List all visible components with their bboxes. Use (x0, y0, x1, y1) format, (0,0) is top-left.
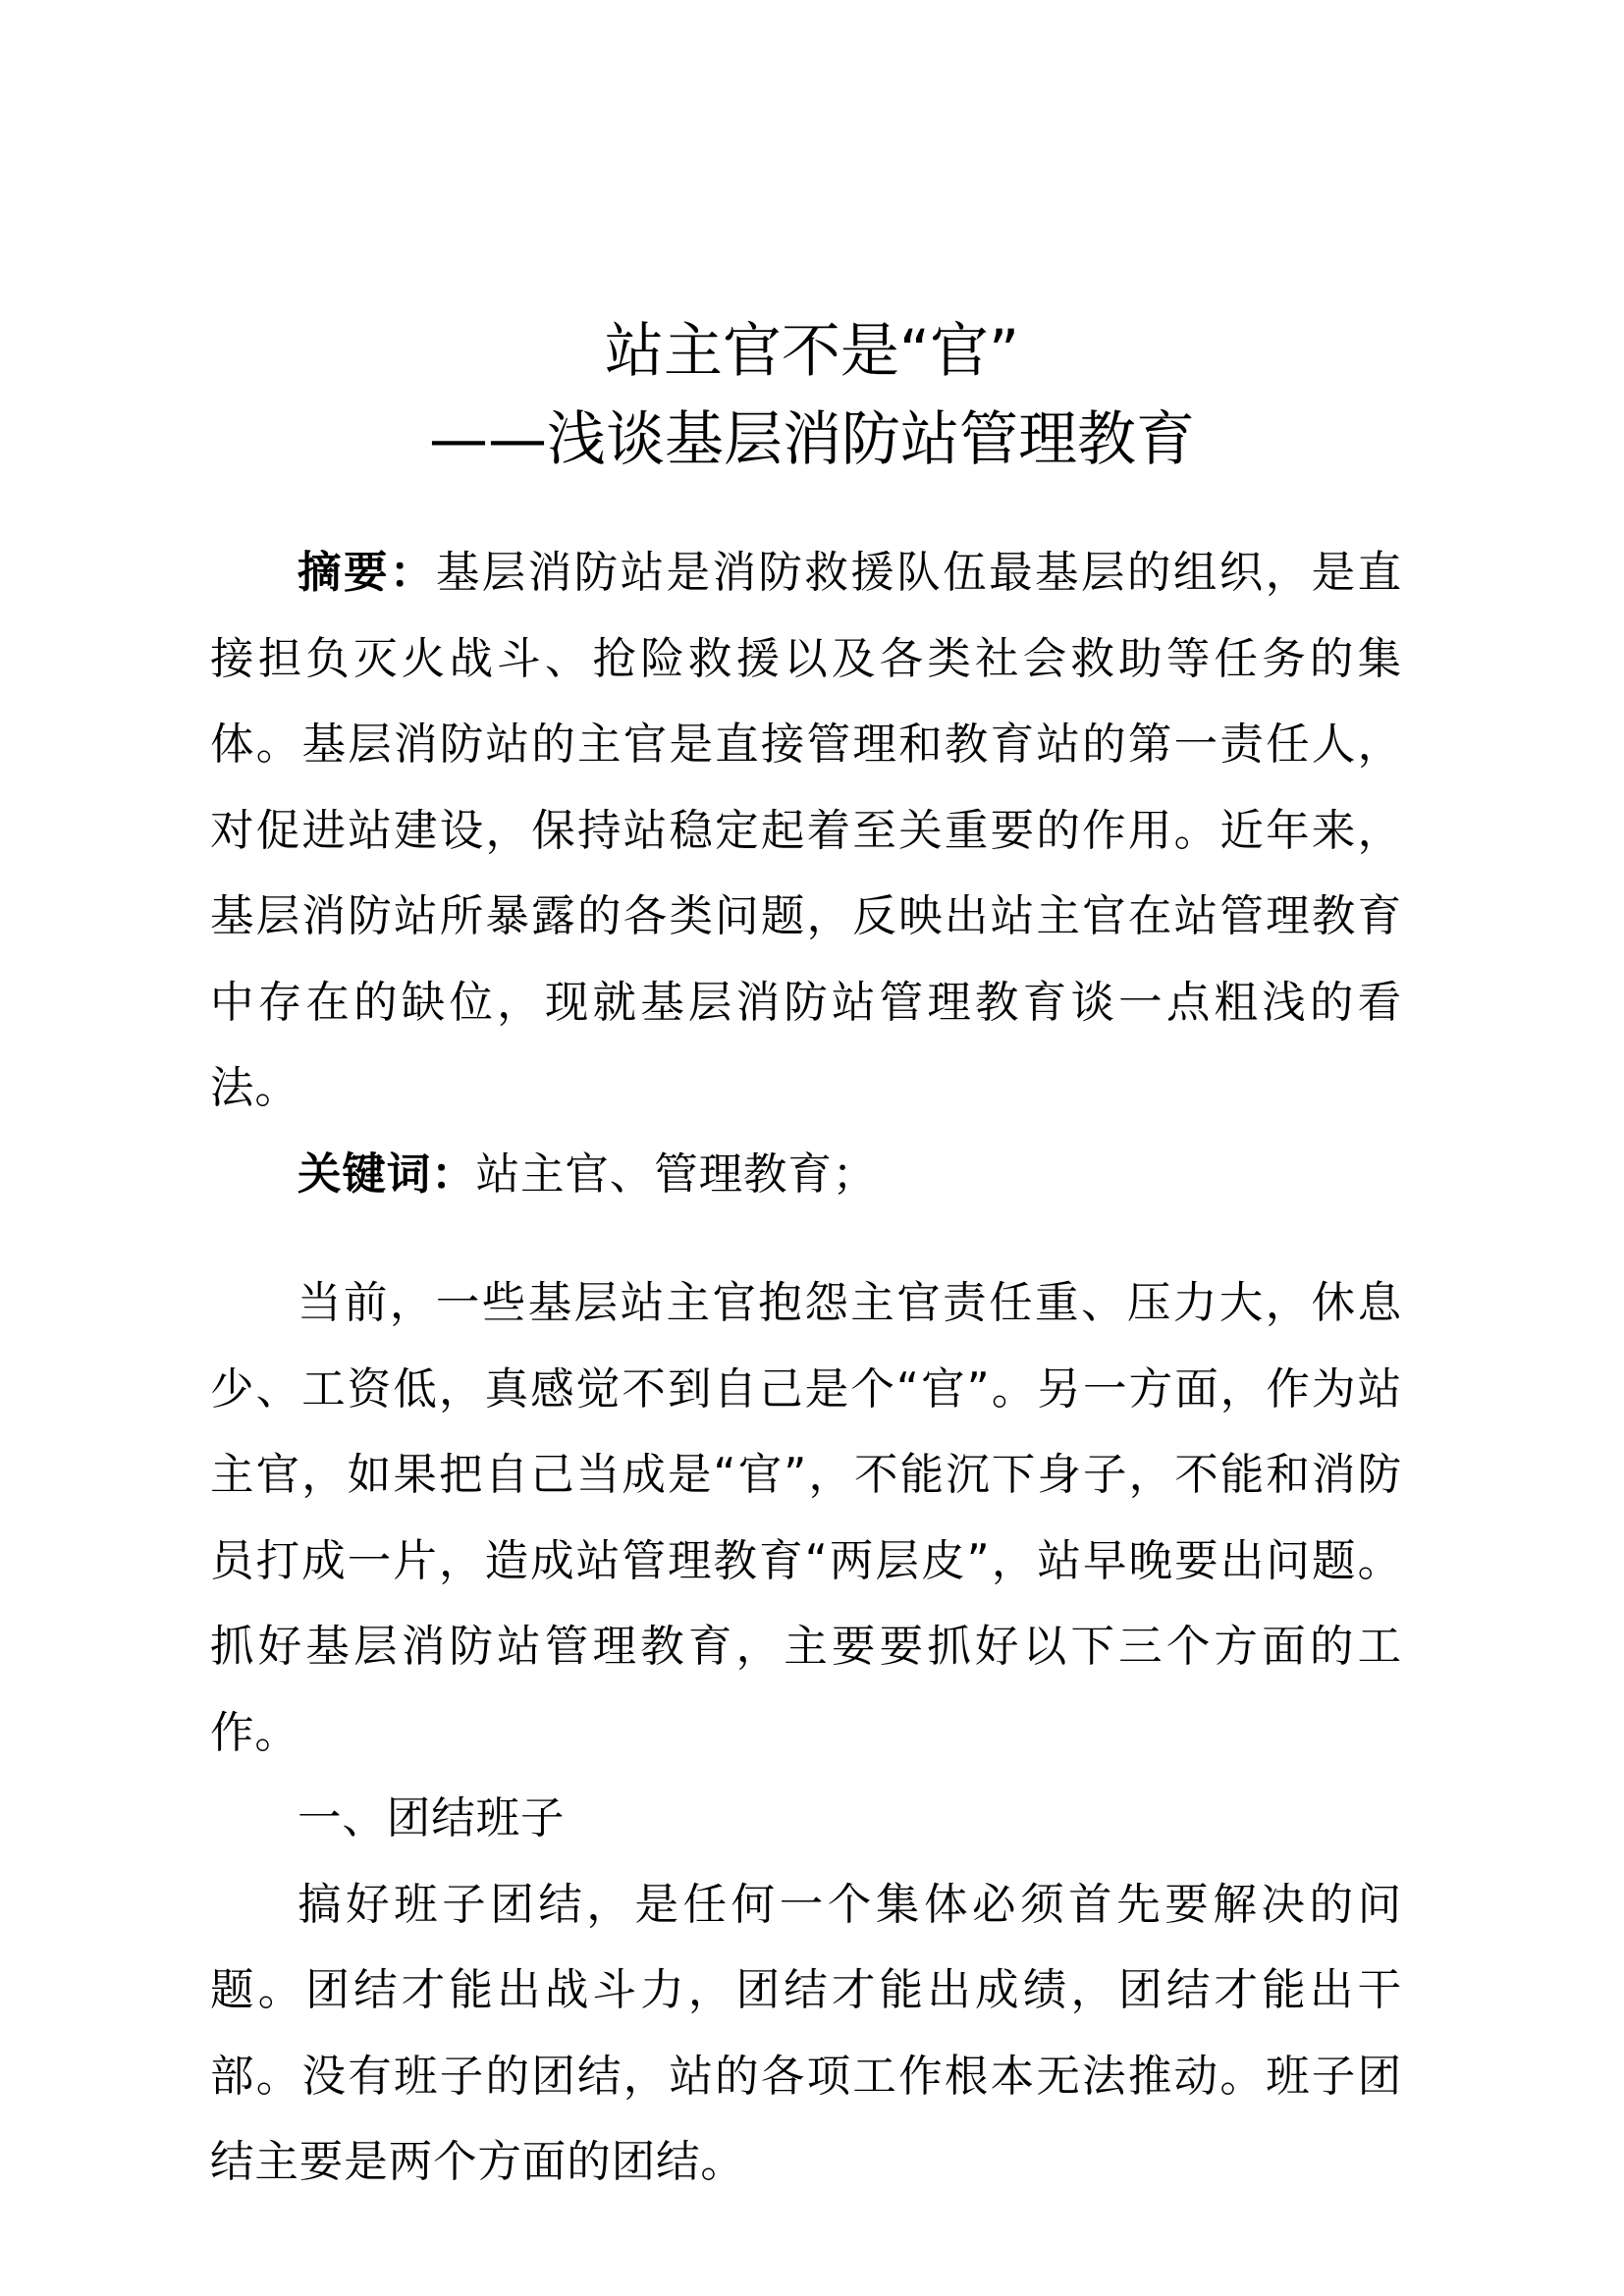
keywords-text: 站主官、管理教育； (475, 1148, 878, 1200)
body-paragraph: 搞好班子团结，是任何一个集体必须首先要解决的问题。团结才能出战斗力，团结才能出成绩，团结才能出干部。没有班子的团结，站的各项工作根本无法推动。班子团结主要是两个方面的团结。 (210, 1879, 1402, 2187)
section-heading: 一、团结班子 (298, 1793, 566, 1843)
document-subtitle: ——浅谈基层消防站管理教育 (429, 405, 1195, 474)
document-body (210, 530, 1402, 2206)
keywords-label: 关键词： (298, 1148, 476, 1200)
keywords-paragraph (210, 1132, 1402, 1218)
abstract-label: 摘要： (298, 548, 436, 598)
abstract-text: 基层消防站是消防救援队伍最基层的组织，是直接担负灭火战斗、抢险救援以及各类社会救助等任务的集体。基层消防站的主官是直接管理和教育站的第一责任人，对促进站建设，保持站稳定起着至关重要的作用。近年来，基层消防站所暴露的各类问题，反映出站主官在站管理教育中存在的缺位，现就基层消防站管理教育谈一点粗浅的看法。 (210, 548, 1403, 1113)
abstract-paragraph (210, 530, 1402, 1132)
body-paragraph: 当前，一些基层站主官抱怨主官责任重、压力大，休息少、工资低，真感觉不到自己是个“官”。另一方面，作为站主官，如果把自己当成是“官”，不能沉下身子，不能和消防员打成一片，造成站管理教育“两层皮”，站早晚要出问题。抓好基层消防站管理教育，主要要抓好以下三个方面的工作。 (210, 1278, 1402, 1758)
section-gap (210, 1217, 1402, 1260)
document-title: 站主官不是“官” (604, 317, 1020, 386)
